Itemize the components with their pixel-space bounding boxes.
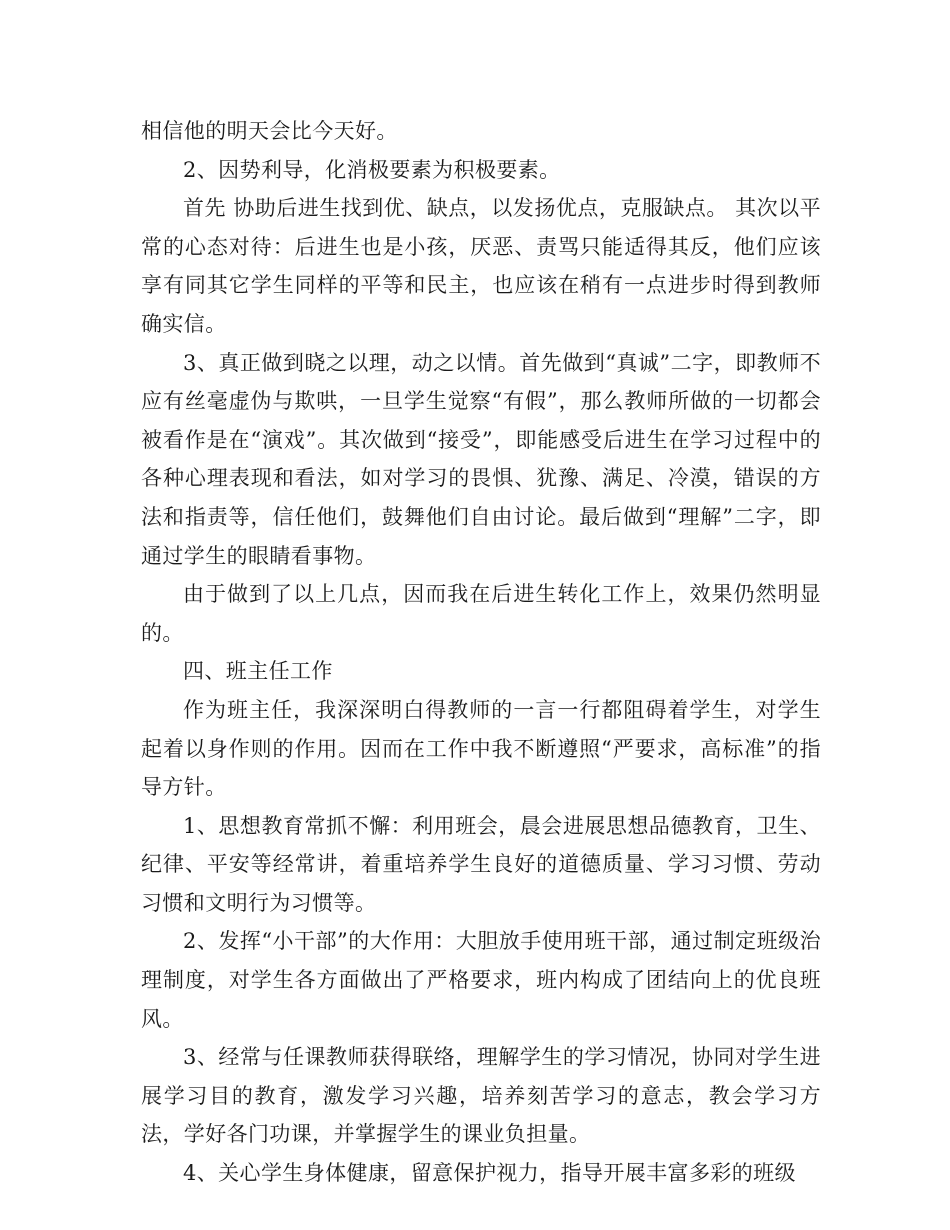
paragraph-1: 相信他的明天会比今天好。 bbox=[141, 119, 398, 143]
paragraph-5: 由于做到了以上几点，因而我在后进生转化工作上，效果仍然明显的。 bbox=[141, 582, 821, 645]
paragraph-8: 1、思想教育常抓不懈：利用班会，晨会进展思想品德教育，卫生、纪律、平安等经常讲，着重培养学生良好的道德质量、学习习惯、劳动习惯和文明行为习惯等。 bbox=[141, 813, 821, 915]
paragraph-11: 4、关心学生身体健康，留意保护视力，指导开展丰富多彩的班级 bbox=[183, 1161, 796, 1186]
paragraph-4: 3、真正做到晓之以理，动之以情。首先做到“真诚”二字，即教师不应有丝毫虚伪与欺哄，一旦学生觉察“有假”，那么教师所做的一切都会被看作是在“演戏”。其次做到“接受”，即能感受后进生在学习过程中的各种心理表现和看法，如对学习的畏惧、犹豫、满足、冷漠，错误的方法和指责等，信任他们，鼓舞他们自由讨论。最后做到“理解”二字，即通过学生的眼睛看事物。 bbox=[141, 350, 821, 568]
paragraph-10: 3、经常与任课教师获得联络，理解学生的学习情况，协同对学生进展学习目的教育，激发学习兴趣，培养刻苦学习的意志，教会学习方法，学好各门功课，并掌握学生的课业负担量。 bbox=[141, 1045, 821, 1147]
paragraph-3: 首先 协助后进生找到优、缺点，以发扬优点，克服缺点。 其次以平常的心态对待：后进生也是小孩，厌恶、责骂只能适得其反，他们应该享有同其它学生同样的平等和民主，也应该在稍有一点进步时得到教师确实信。 bbox=[141, 196, 821, 336]
paragraph-7: 作为班主任，我深深明白得教师的一言一行都阻碍着学生，对学生起着以身作则的作用。因而在工作中我不断遵照“严要求，高标准”的指导方针。 bbox=[141, 697, 821, 800]
document-body bbox=[141, 112, 821, 1193]
paragraph-2: 2、因势利导，化消极要素为积极要素。 bbox=[183, 157, 561, 182]
section-heading: 四、班主任工作 bbox=[183, 659, 333, 684]
paragraph-9: 2、发挥“小干部”的大作用：大胆放手使用班干部，通过制定班级治理制度，对学生各方面做出了严格要求，班内构成了团结向上的优良班风。 bbox=[141, 929, 821, 1031]
